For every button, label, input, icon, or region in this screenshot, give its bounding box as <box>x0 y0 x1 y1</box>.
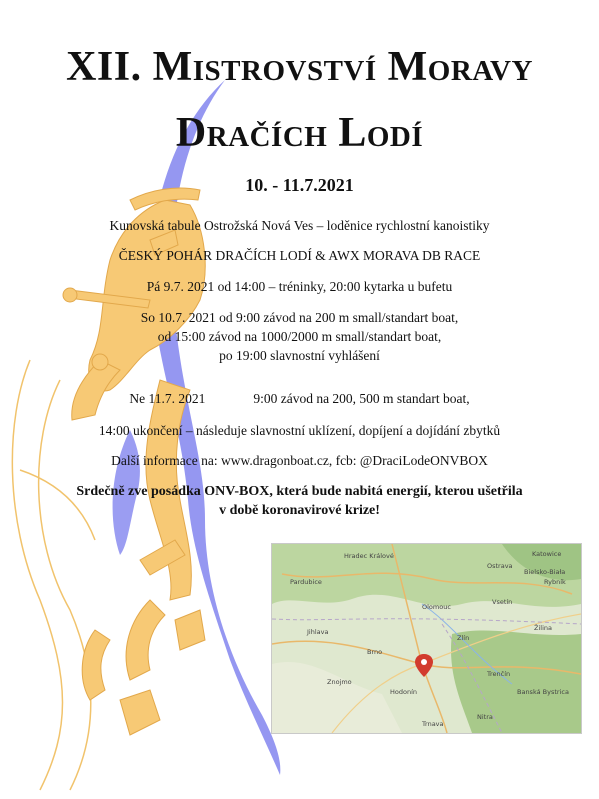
invitation-line-2: v době koronavirové krize! <box>219 503 380 518</box>
map-label: Jihlava <box>307 628 329 636</box>
saturday-schedule-1: So 10.7. 2021 od 9:00 závod na 200 m small/standart boat, <box>140 310 459 325</box>
location-map[interactable] <box>271 543 582 734</box>
cup-text: ČESKÝ POHÁR DRAČÍCH LODÍ & AWX MORAVA DB RACE <box>118 248 481 263</box>
map-label: Vsetín <box>492 598 513 606</box>
venue-text: Kunovská tabule Ostrožská Nová Ves – loděnice rychlostní kanoistiky <box>109 218 490 233</box>
saturday-schedule-3: po 19:00 slavnostní vyhlášení <box>219 348 380 363</box>
map-label: Zlín <box>457 634 470 642</box>
map-label: Katowice <box>532 550 562 558</box>
map-label: Trnava <box>422 720 444 728</box>
more-info: Další informace na: www.dragonboat.cz, fcb: @DraciLodeONVBOX <box>111 453 488 468</box>
sunday-end: 14:00 ukončení – následuje slavnostní uklízení, dopíjení a dojídání zbytků <box>98 423 501 438</box>
map-label: Znojmo <box>327 678 352 686</box>
map-label: Hodonín <box>390 688 418 696</box>
invitation-line-1: Srdečně zve posádka ONV-BOX, která bude nabitá energií, kterou ušetřila <box>76 484 523 499</box>
saturday-schedule-2: od 15:00 závod na 1000/2000 m small/standart boat, <box>157 329 442 344</box>
page-title: XII. Mistrovství Moravy <box>66 44 533 90</box>
map-label: Hradec Králové <box>344 552 394 560</box>
event-dates: 10. - 11.7.2021 <box>245 175 354 195</box>
map-label: Rybník <box>544 578 566 586</box>
sunday-day: Ne 11.7. 2021 <box>129 391 206 406</box>
map-label: Bielsko-Biała <box>524 568 566 576</box>
map-label: Žilina <box>534 624 552 632</box>
page-subtitle: Dračích Lodí <box>175 110 424 156</box>
map-label: Trenčín <box>487 670 511 678</box>
map-label: Ostrava <box>487 562 513 570</box>
map-label: Nitra <box>477 713 493 721</box>
sunday-race: 9:00 závod na 200, 500 m standart boat, <box>253 391 470 406</box>
friday-schedule: Pá 9.7. 2021 od 14:00 – tréninky, 20:00 kytarka u bufetu <box>146 279 453 294</box>
map-label: Brno <box>367 648 383 656</box>
map-label: Olomouc <box>422 603 451 611</box>
map-label: Banská Bystrica <box>517 688 569 696</box>
map-image <box>272 544 581 733</box>
sunday-schedule <box>0 389 599 408</box>
map-label: Pardubice <box>290 578 322 586</box>
